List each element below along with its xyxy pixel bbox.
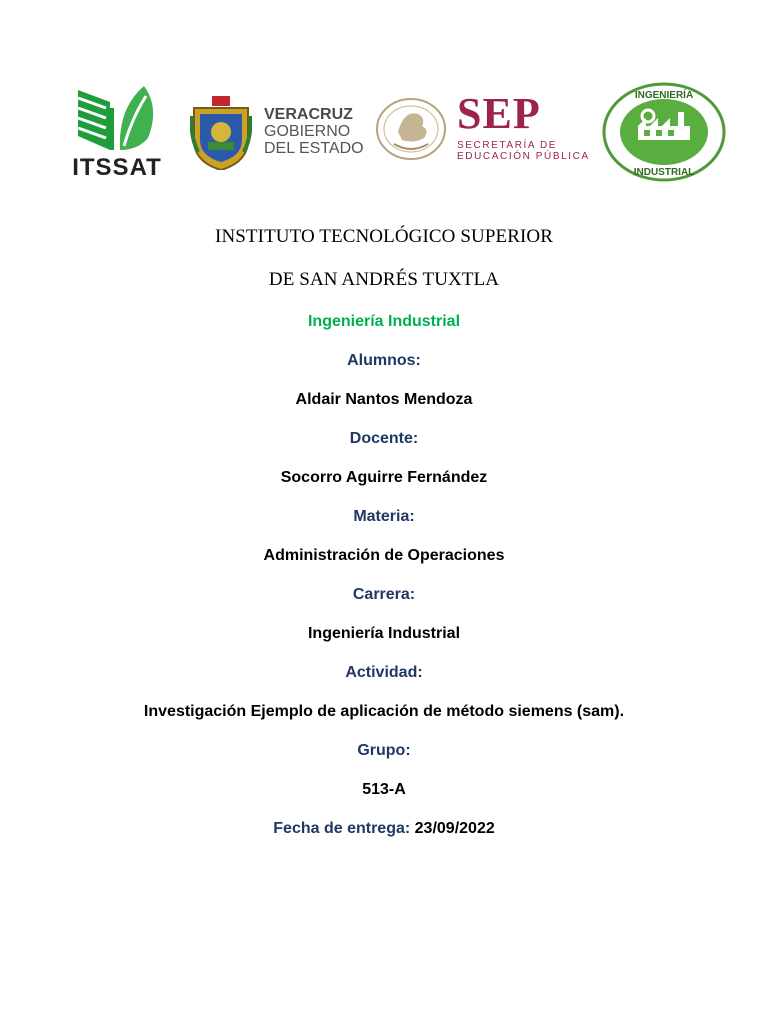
fecha-label: Fecha de entrega: [273, 820, 411, 837]
grupo-label: Grupo: [357, 742, 411, 759]
veracruz-line3: DEL ESTADO [264, 140, 364, 157]
badge-bottom-text: INDUSTRIAL [633, 167, 695, 178]
alumnos-value: Aldair Nantos Mendoza [295, 391, 473, 408]
veracruz-line2: GOBIERNO [264, 123, 351, 140]
materia-value: Administración de Operaciones [263, 547, 505, 564]
mexico-seal-icon [374, 96, 448, 162]
veracruz-wordmark [264, 106, 374, 157]
alumnos-label: Alumnos: [347, 352, 421, 369]
fecha-line [0, 820, 768, 838]
docente-value: Socorro Aguirre Fernández [280, 469, 488, 486]
veracruz-coat-of-arms-icon [190, 96, 252, 170]
sep-logo [457, 89, 607, 172]
logo-strip [0, 0, 768, 200]
fecha-value: 23/09/2022 [414, 820, 495, 837]
docente-label: Docente: [349, 430, 419, 447]
carrera-label: Carrera: [352, 586, 416, 603]
sep-title: SEP [457, 89, 541, 138]
institution-line1: INSTITUTO TECNOLÓGICO SUPERIOR [215, 226, 553, 247]
sep-line1: SECRETARÍA DE [457, 140, 558, 151]
badge-top-text: INGENIERÍA [634, 90, 694, 101]
actividad-value: Investigación Ejemplo de aplicación de método siemens (sam). [143, 703, 625, 720]
ingenieria-industrial-badge-icon [602, 82, 726, 182]
veracruz-line1: VERACRUZ [264, 106, 353, 123]
actividad-label: Actividad: [345, 664, 423, 681]
materia-label: Materia: [353, 508, 415, 525]
institution-line2: DE SAN ANDRÉS TUXTLA [268, 269, 500, 290]
grupo-value: 513-A [362, 781, 406, 798]
carrera-value: Ingeniería Industrial [307, 625, 461, 642]
program-heading: Ingeniería Industrial [307, 313, 461, 330]
sep-line2: EDUCACIÓN PÚBLICA [457, 151, 590, 162]
itssat-wordmark: ITSSAT [72, 154, 162, 181]
